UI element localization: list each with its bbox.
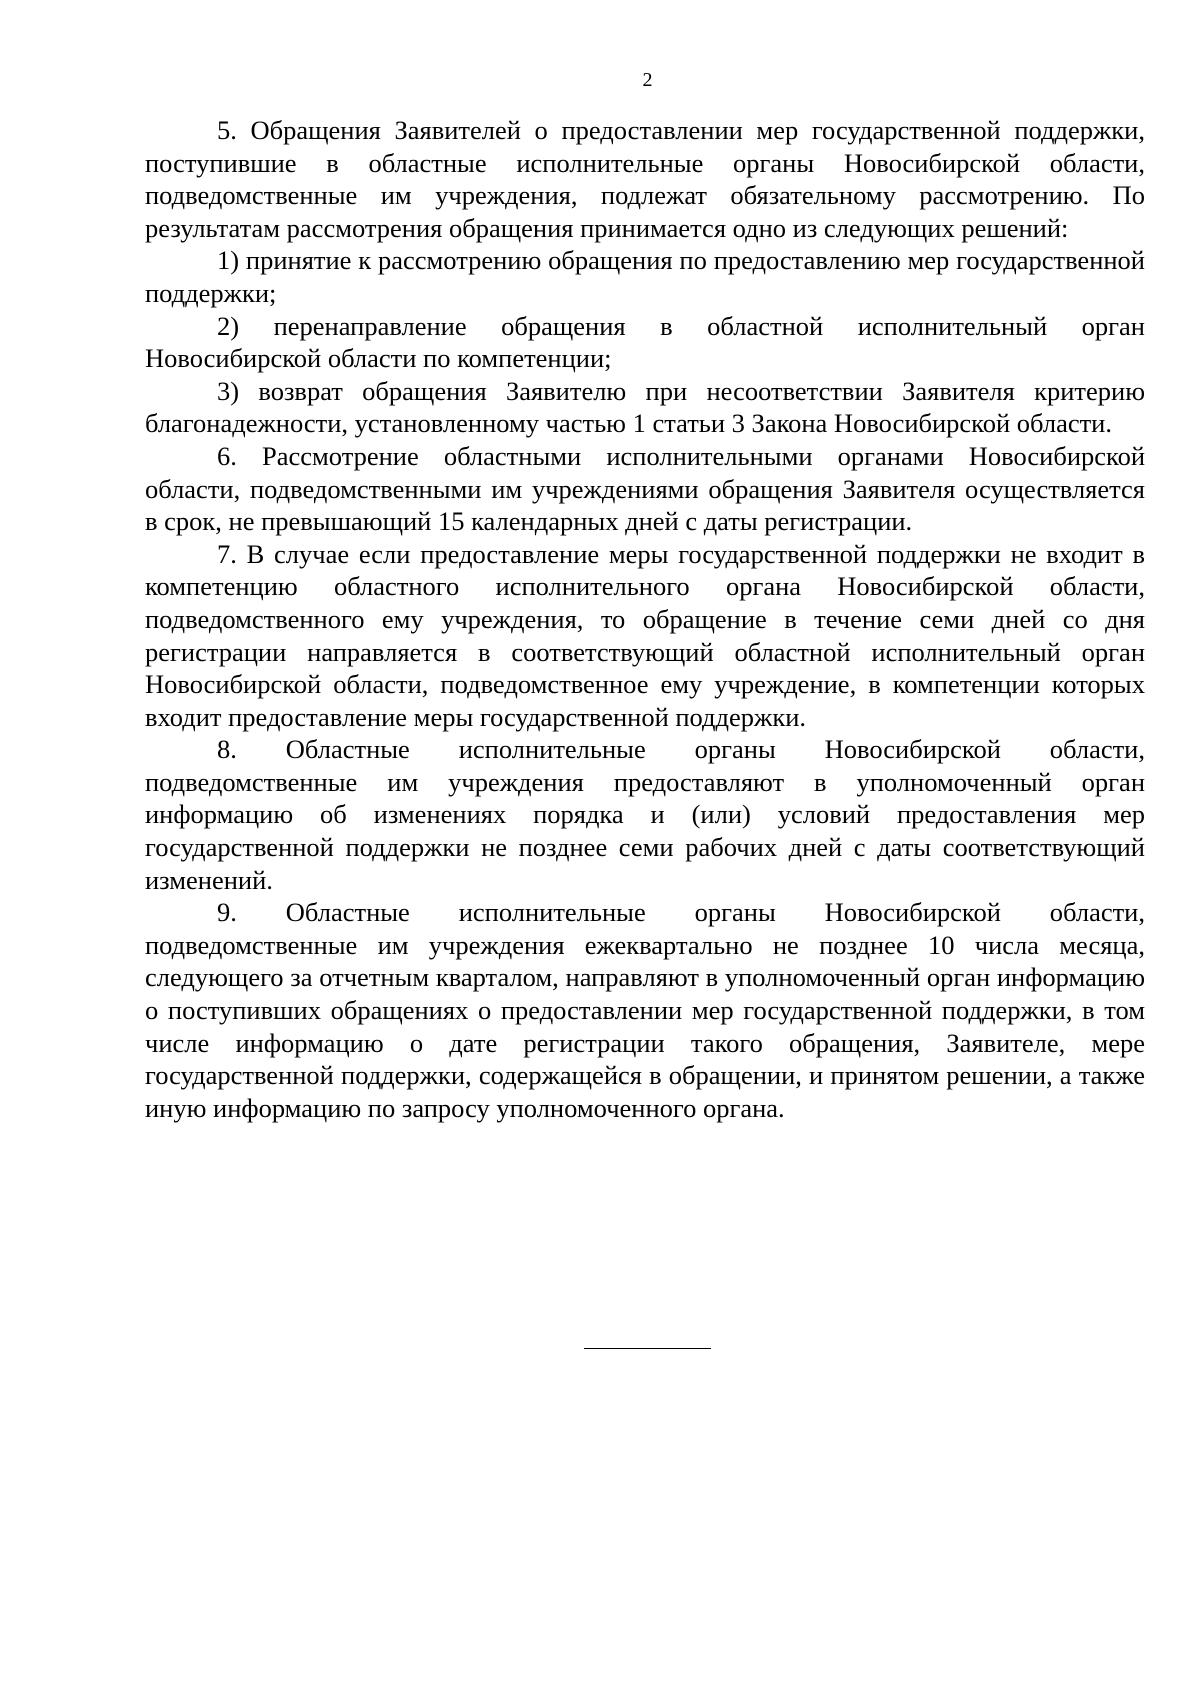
page-number: 2 — [642, 69, 653, 91]
paragraph-5-item-2: 2) перенаправление обращения в областной исполнительный орган Новосибирской области по компетенции; — [145, 310, 1145, 374]
end-of-document-rule — [584, 1348, 711, 1349]
paragraph-7: 7. В случае если предоставление меры государственной поддержки не входит в компетенцию областного исполнительного органа Новосибирской области, подведомственного ему учреждения, то обращение в течение семи дней со дня регистрации направляется в соответствующий областной исполнительный орган Новосибирской области, подведомственное ему учреждение, в компетенции которых входит предоставление меры государственной поддержки. — [145, 538, 1145, 732]
paragraph-5-item-3: 3) возврат обращения Заявителю при несоответствии Заявителя критерию благонадежности, установленному частью 1 статьи 3 Закона Новосибирской области. — [145, 375, 1145, 439]
document-body — [145, 114, 1145, 1124]
paragraph-5-item-1: 1) принятие к рассмотрению обращения по предоставлению мер государственной поддержки; — [145, 245, 1145, 308]
paragraph-8: 8. Областные исполнительные органы Новосибирской области, подведомственные им учреждения предоставляют в уполномоченный орган информацию об изменениях порядка и (или) условий предоставления мер государственной поддержки не позднее семи рабочих дней с даты соответствующий изменений. — [145, 734, 1145, 895]
paragraph-5: 5. Обращения Заявителей о предоставлении мер государственной поддержки, поступившие в областные исполнительные органы Новосибирской области, подведомственные им учреждения, подлежат обязательному рассмотрению. По результатам рассмотрения обращения принимается одно из следующих решений: — [145, 115, 1145, 243]
paragraph-9: 9. Областные исполнительные органы Новосибирской области, подведомственные им учреждения ежеквартально не позднее 10 числа месяца, следующего за отчетным кварталом, направляют в уполномоченный орган информацию о поступивших обращениях о предоставлении мер государственной поддержки, в том числе информацию о дате регистрации такого обращения, Заявителе, мере государственной поддержки, содержащейся в обращении, и принятом решении, а также иную информацию по запросу уполномоченного органа. — [145, 897, 1145, 1123]
paragraph-6: 6. Рассмотрение областными исполнительными органами Новосибирской области, подведомственными им учреждениями обращения Заявителя осуществляется в срок, не превышающий 15 календарных дней с даты регистрации. — [145, 440, 1145, 537]
